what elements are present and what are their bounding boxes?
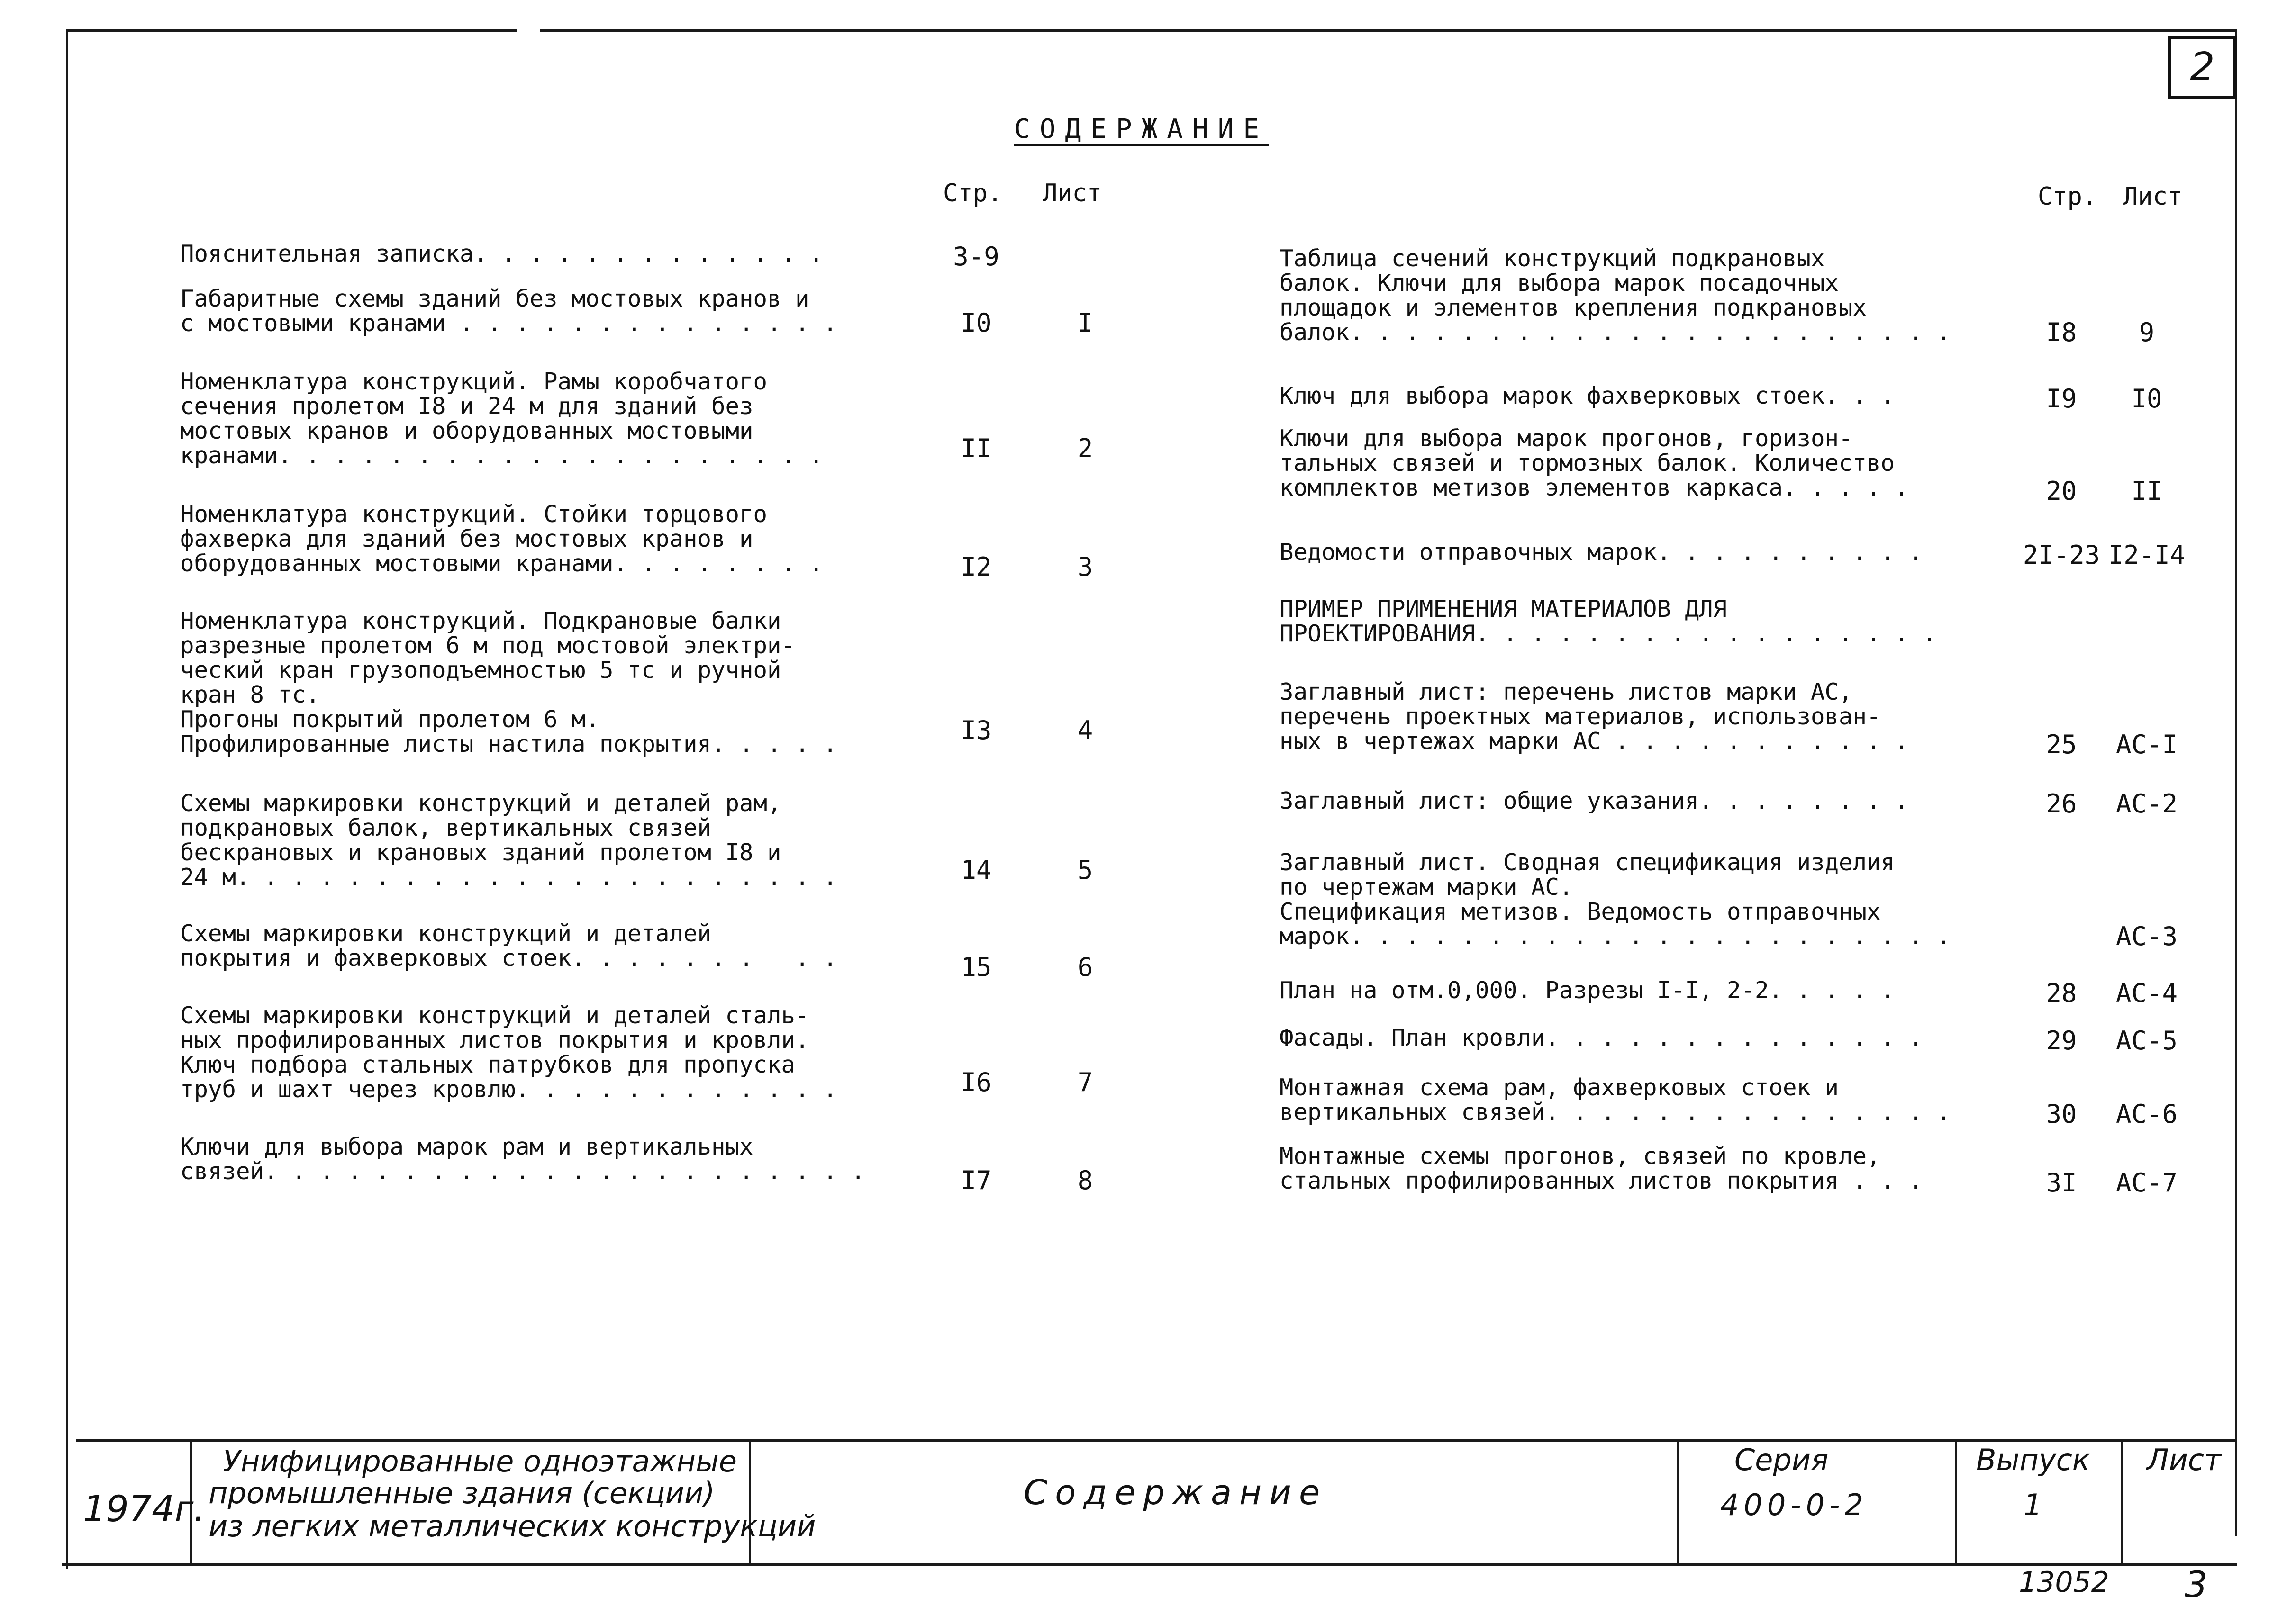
contents-entry-text: Профилированные листы настила покрытия. . . . . (180, 731, 837, 758)
right-sheet-column-header: Лист (2123, 182, 2183, 211)
contents-entry-text: Прогоны покрытий пролетом 6 м. (180, 706, 600, 733)
contents-entry-page: 26 (2046, 789, 2077, 819)
contents-entry-page: II (961, 433, 992, 463)
title-block-divider (2121, 1439, 2123, 1563)
contents-entry-text: разрезные пролетом 6 м под мостовой электри- (180, 632, 796, 659)
contents-entry-text: вертикальных связей. . . . . . . . . . . . . . . (1280, 1099, 1951, 1126)
contents-entry-page: 3I (2046, 1168, 2077, 1198)
contents-entry-sheet: 7 (1077, 1067, 1093, 1097)
contents-entry (180, 370, 823, 468)
contents-entry-text: перечень проектных материалов, использован- (1280, 703, 1881, 730)
contents-entry-sheet: I2-I4 (2108, 540, 2186, 570)
contents-entry-text: бескрановых и крановых зданий пролетом I8 и (180, 839, 781, 866)
contents-entry-sheet: 6 (1077, 952, 1093, 982)
contents-entry-sheet: 3 (1077, 552, 1093, 582)
contents-entry-page: I8 (2046, 317, 2077, 347)
contents-entry (1280, 1075, 1951, 1125)
title-block-divider (1677, 1439, 1679, 1563)
contents-entry-text: балок. Ключи для выбора марок посадочных (1280, 270, 1839, 297)
contents-entry (1280, 384, 1895, 408)
contents-entry (180, 502, 823, 576)
frame-bottom-border (62, 1563, 2237, 1566)
contents-entry-text: покрытия и фахверковых стоек. . . . . . . . . (180, 945, 837, 972)
issue-value: 1 (2024, 1488, 2042, 1522)
contents-entry-text: Схемы маркировки конструкций и деталей рам, (180, 790, 781, 817)
contents-entry-text: ческий кран грузоподъемностью 5 тс и ручной (180, 657, 781, 684)
contents-entry-page: 29 (2046, 1026, 2077, 1056)
document-title: СОДЕРЖАНИЕ (1014, 114, 1269, 144)
contents-entry-text: 24 м. . . . . . . . . . . . . . . . . . . . . . (180, 864, 837, 891)
contents-entry-text: Ключ для выбора марок фахверковых стоек. . . (1280, 382, 1895, 409)
contents-entry-text: Ключи для выбора марок прогонов, горизон- (1280, 425, 1853, 452)
contents-entry (1280, 540, 1923, 565)
contents-entry-text: тальных связей и тормозных балок. Количество (1280, 450, 1895, 477)
title-block-divider (749, 1439, 751, 1563)
contents-entry-sheet: 9 (2139, 317, 2155, 347)
contents-entry-text: Фасады. План кровли. . . . . . . . . . . . . . (1280, 1024, 1923, 1051)
series-description-line: из легких металлических конструкций (209, 1509, 816, 1543)
contents-entry-text: фахверка для зданий без мостовых кранов и (180, 525, 753, 552)
contents-entry (1280, 850, 1951, 949)
contents-entry-page: 20 (2046, 476, 2077, 506)
frame-left-border (66, 29, 68, 1569)
contents-entry-text: Номенклатура конструкций. Стойки торцового (180, 501, 768, 528)
title-block-top-line (76, 1439, 2237, 1442)
contents-entry (1280, 246, 1951, 345)
contents-entry-text: сечения пролетом I8 и 24 м для зданий без (180, 393, 753, 420)
title-block-divider (1955, 1439, 1957, 1563)
contents-entry-text: Монтажная схема рам, фахверковых стоек и (1280, 1074, 1839, 1101)
series-description-line: промышленные здания (секции) (209, 1476, 715, 1510)
series-label: Серия (1734, 1443, 1829, 1477)
sheet-number-box (2168, 36, 2237, 99)
page-number: 3 (2185, 1563, 2208, 1606)
contents-entry-page: I6 (961, 1067, 992, 1097)
contents-entry-text: стальных профилированных листов покрытия . . . (1280, 1167, 1923, 1194)
contents-entry-text: мостовых кранов и оборудованных мостовыми (180, 417, 753, 444)
contents-entry (1280, 1026, 1923, 1050)
contents-entry (1280, 426, 1909, 500)
contents-entry-text: Ведомости отправочных марок. . . . . . . . . . (1280, 539, 1923, 566)
contents-entry-page: I3 (961, 715, 992, 745)
contents-entry-sheet: АС-3 (2115, 921, 2178, 951)
sheet-number: 2 (2190, 45, 2215, 90)
contents-entry-text: связей. . . . . . . . . . . . . . . . . . . . . . (180, 1158, 865, 1185)
inventory-number: 13052 (2019, 1566, 2109, 1599)
contents-entry-sheet: 5 (1077, 855, 1093, 885)
contents-entry-sheet: АС-6 (2115, 1099, 2178, 1129)
contents-entry-text: по чертежам марки АС. (1280, 874, 1573, 901)
left-sheet-column-header: Лист (1043, 179, 1102, 208)
contents-entry-text: кран 8 тс. (180, 681, 320, 708)
contents-entry-text: Номенклатура конструкций. Рамы коробчатого (180, 368, 768, 395)
contents-entry-page: 28 (2046, 978, 2077, 1008)
contents-entry (180, 1135, 865, 1184)
drawing-title: Содержание (1024, 1472, 1328, 1512)
series-description-line: Унифицированные одноэтажные (223, 1444, 737, 1479)
contents-entry-page: 2I-23 (2023, 540, 2100, 570)
contents-entry (1280, 597, 1937, 646)
contents-entry-text: Заглавный лист: общие указания. . . . . . . . (1280, 787, 1909, 814)
contents-entry-text: Заглавный лист. Сводная спецификация изделия (1280, 849, 1895, 876)
contents-entry-text: ных профилированных листов покрытия и кровли. (180, 1027, 809, 1054)
contents-entry-text: Спецификация метизов. Ведомость отправочных (1280, 898, 1881, 925)
contents-entry-text: труб и шахт через кровлю. . . . . . . . . . . . (180, 1076, 837, 1103)
contents-entry-page: 25 (2046, 730, 2077, 759)
contents-entry-text: ПРИМЕР ПРИМЕНЕНИЯ МАТЕРИАЛОВ ДЛЯ (1280, 595, 1727, 623)
contents-entry-text: площадок и элементов крепления подкрановых (1280, 294, 1867, 321)
contents-entry (1280, 1144, 1923, 1193)
contents-entry-text: оборудованных мостовыми кранами. . . . . . . . (180, 550, 824, 577)
contents-entry-page: I0 (961, 308, 992, 338)
contents-entry-text: Схемы маркировки конструкций и деталей сталь- (180, 1002, 809, 1029)
contents-entry-sheet: 4 (1077, 715, 1093, 745)
contents-entry-text: балок. . . . . . . . . . . . . . . . . . . . . . (1280, 319, 1951, 346)
contents-entry (1280, 680, 1909, 754)
contents-entry-text: кранами. . . . . . . . . . . . . . . . . . . . (180, 442, 824, 469)
contents-entry-text: с мостовыми кранами . . . . . . . . . . . . . . (180, 310, 837, 337)
contents-entry-page: 14 (961, 855, 992, 885)
contents-entry-sheet: 8 (1077, 1165, 1093, 1195)
right-page-column-header: Стр. (2038, 182, 2097, 211)
contents-entry-text: Таблица сечений конструкций подкрановых (1280, 245, 1825, 272)
frame-top-border (66, 29, 517, 32)
contents-entry (180, 287, 837, 336)
contents-entry-page: I9 (2046, 384, 2077, 414)
contents-entry-sheet: АС-5 (2115, 1026, 2178, 1056)
contents-entry (180, 1003, 837, 1102)
contents-entry (1280, 978, 1895, 1003)
contents-entry-page: 30 (2046, 1099, 2077, 1129)
contents-entry-sheet: II (2131, 476, 2162, 506)
contents-entry-sheet: АС-7 (2115, 1168, 2178, 1198)
contents-entry-text: Монтажные схемы прогонов, связей по кровле, (1280, 1143, 1881, 1170)
contents-entry-text: Заглавный лист: перечень листов марки АС, (1280, 678, 1853, 705)
frame-top-border (540, 29, 2237, 32)
contents-entry-sheet: АС-4 (2115, 978, 2178, 1008)
contents-entry-text: Номенклатура конструкций. Подкрановые балки (180, 607, 781, 634)
contents-entry-sheet: АС-I (2115, 730, 2178, 759)
contents-entry-text: План на отм.0,000. Разрезы I-I, 2-2. . . . . (1280, 977, 1895, 1004)
contents-entry (180, 609, 837, 757)
frame-right-border (2235, 29, 2237, 1536)
contents-entry (180, 242, 823, 266)
contents-entry-page: 15 (961, 952, 992, 982)
contents-entry-text: подкрановых балок, вертикальных связей (180, 814, 712, 841)
contents-entry-text: комплектов метизов элементов каркаса. . . . . (1280, 474, 1909, 501)
contents-entry (180, 921, 837, 971)
sheet-label: Лист (2147, 1443, 2222, 1477)
contents-entry-sheet: I0 (2131, 384, 2162, 414)
contents-entry-text: Пояснительная записка. . . . . . . . . . . . . (180, 240, 824, 267)
contents-entry-page: I2 (961, 552, 992, 582)
contents-entry-text: ПРОЕКТИРОВАНИЯ. . . . . . . . . . . . . . . . . (1280, 620, 1937, 647)
contents-entry-text: ных в чертежах марки АС . . . . . . . . . . . (1280, 728, 1909, 755)
left-page-column-header: Стр. (943, 179, 1003, 208)
year-stamp: 1974г. (83, 1488, 205, 1530)
contents-entry-text: Ключи для выбора марок рам и вертикальных (180, 1133, 753, 1160)
contents-entry-sheet: 2 (1077, 433, 1093, 463)
contents-entry-sheet: I (1077, 308, 1093, 338)
contents-entry-text: Габаритные схемы зданий без мостовых кранов и (180, 285, 809, 312)
contents-entry-text: Ключ подбора стальных патрубков для пропуска (180, 1051, 796, 1078)
contents-entry-page: I7 (961, 1165, 992, 1195)
contents-entry-text: марок. . . . . . . . . . . . . . . . . . . . . . (1280, 923, 1951, 950)
contents-entry (1280, 789, 1909, 813)
contents-entry-page: 3-9 (953, 242, 999, 271)
contents-entry-sheet: АС-2 (2115, 789, 2178, 819)
issue-label: Выпуск (1976, 1443, 2090, 1477)
series-value: 400-0-2 (1720, 1488, 1868, 1522)
contents-entry-text: Схемы маркировки конструкций и деталей (180, 920, 712, 947)
contents-entry (180, 791, 837, 890)
